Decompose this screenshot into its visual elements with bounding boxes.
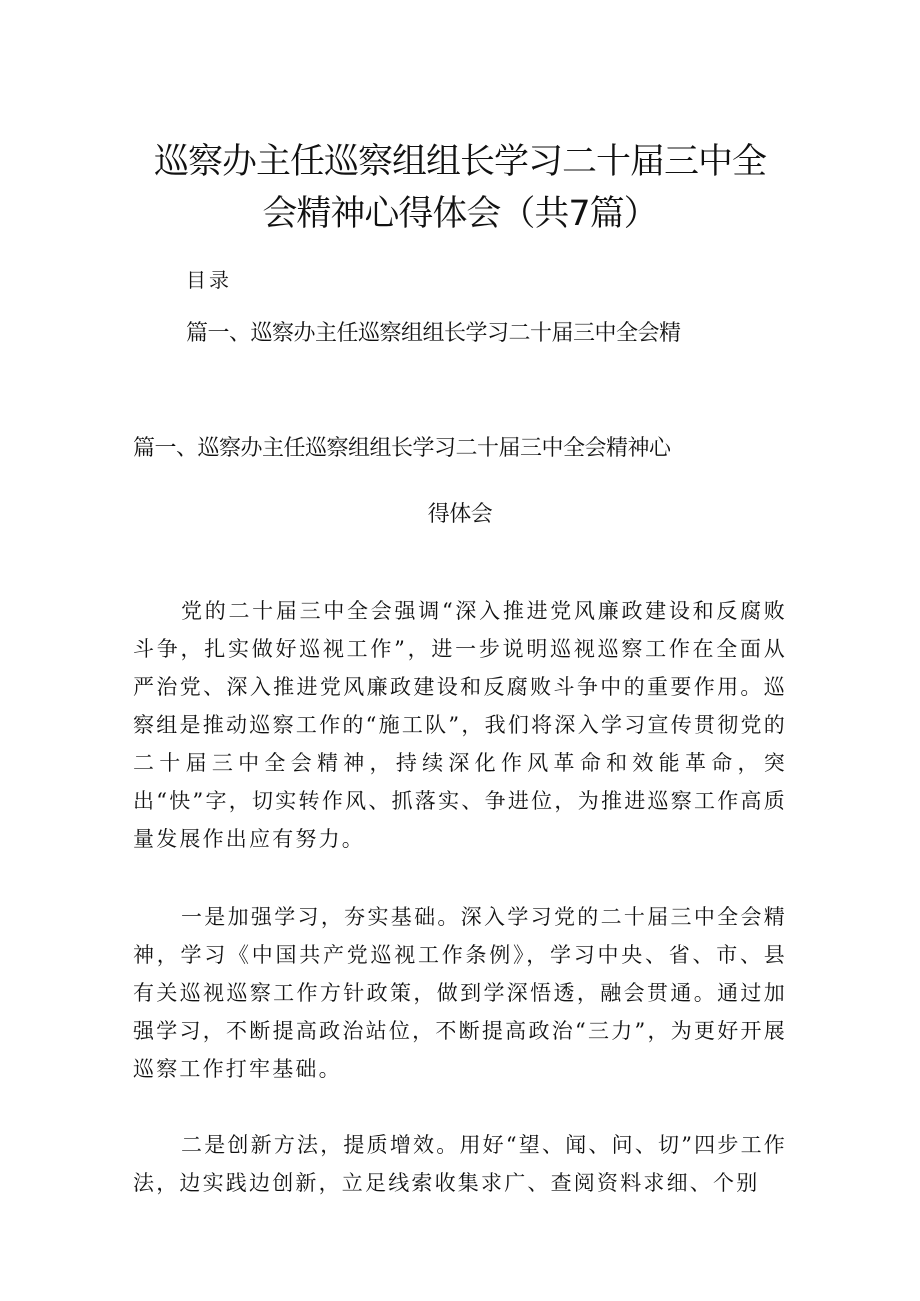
paragraph-1: 党的二十届三中全会强调“深入推进党风廉政建设和反腐败斗争，扎实做好巡视工作”，进一步说明巡视巡察工作在全面从严治党、深入推进党风廉政建设和反腐败斗争中的重要作用。巡察组是推动巡察工作的“施工队”，我们将深入学习宣传贯彻党的二十届三中全会精神，持续深化作风革命和效能革命，突出“快”字，切实转作风、抓落实、争进位，为推进巡察工作高质量发展作出应有努力。 [133,599,787,851]
section-heading-continued: 得体会 [427,502,493,527]
section-heading: 篇一、巡察办主任巡察组组长学习二十届三中全会精神心 [133,436,671,461]
paragraph-3: 二是创新方法，提质增效。用好“望、闻、问、切”四步工作法，边实践边创新，立足线索收集求广、查阅资料求细、个别 [133,1133,787,1195]
paragraph-2: 一是加强学习，夯实基础。深入学习党的二十届三中全会精神，学习《中国共产党巡视工作条例》，学习中央、省、市、县有关巡视巡察工作方针政策，做到学深悟透，融会贯通。通过加强学习，不断提高政治站位，不断提高政治“三力”，为更好开展巡察工作打牢基础。 [133,905,787,1081]
document-title-line-1: 巡察办主任巡察组组长学习二十届三中全 [153,142,766,182]
toc-label: 目录 [186,268,232,292]
document-title-line-2: 会精神心得体会（共7篇） [262,194,658,234]
document-title [0,136,920,240]
toc-item-1[interactable]: 篇一、巡察办主任巡察组组长学习二十届三中全会精 [186,321,681,346]
